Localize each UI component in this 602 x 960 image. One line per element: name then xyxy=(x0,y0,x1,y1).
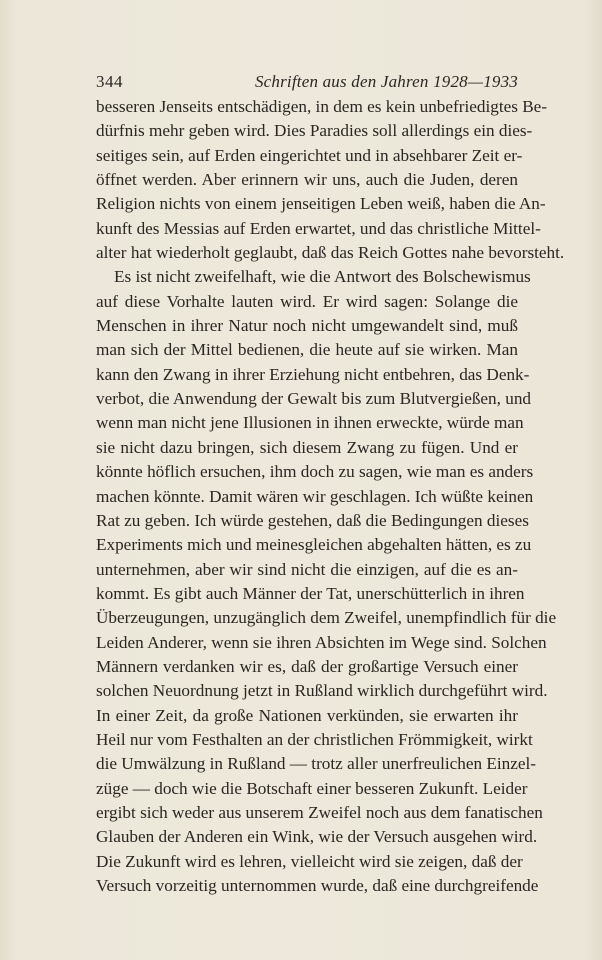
body-text xyxy=(96,95,565,898)
text-line: Die Zukunft wird es lehren, vielleicht wird sie zeigen, daß der xyxy=(96,851,523,871)
page-header xyxy=(96,72,518,94)
text-line: züge — doch wie die Botschaft einer besseren Zukunft. Leider xyxy=(96,778,528,798)
text-line: Rat zu geben. Ich würde gestehen, daß die Bedingungen dieses xyxy=(96,510,529,530)
text-line: verbot, die Anwendung der Gewalt bis zum Blutvergießen, und xyxy=(96,389,532,409)
text-line: wenn man nicht jene Illusionen in ihnen erweckte, würde man xyxy=(96,413,524,433)
text-line: Menschen in ihrer Natur noch nicht umgewandelt sind, muß xyxy=(96,316,518,336)
text-line: dürfnis mehr geben wird. Dies Paradies soll allerdings ein dies- xyxy=(96,121,533,141)
text-line: sie nicht dazu bringen, sich diesem Zwang zu fügen. Und er xyxy=(96,437,518,457)
text-line: Heil nur vom Festhalten an der christlichen Frömmigkeit, wirkt xyxy=(96,729,533,749)
text-line: Versuch vorzeitig unternommen wurde, daß eine durchgreifende xyxy=(96,876,539,895)
paragraph-end-line: alter hat wiederholt geglaubt, daß das Reich Gottes nahe bevorsteht. xyxy=(96,243,565,263)
text-line: In einer Zeit, da große Nationen verkünden, sie erwarten ihr xyxy=(96,705,518,725)
text-line: machen könnte. Damit wären wir geschlagen. Ich wüßte keinen xyxy=(96,486,534,506)
text-line: Männern verdanken wir es, daß der großartige Versuch einer xyxy=(96,656,518,676)
text-line: öffnet werden. Aber erinnern wir uns, auch die Juden, deren xyxy=(96,170,518,190)
text-line: Glauben der Anderen ein Wink, wie der Versuch ausgehen wird. xyxy=(96,827,538,847)
text-line: Religion nichts von einem jenseitigen Leben weiß, haben die An- xyxy=(96,194,546,214)
text-line: kann den Zwang in ihrer Erziehung nicht entbehren, das Denk- xyxy=(96,364,530,384)
text-line: Überzeugungen, unzugänglich dem Zweifel, unempfindlich für die xyxy=(96,608,557,628)
text-line: unternehmen, aber wir sind nicht die einzigen, auf die es an- xyxy=(96,559,518,579)
page-number: 344 xyxy=(96,72,123,91)
paragraph-first-line: Es ist nicht zweifelhaft, wie die Antwort des Bolschewismus xyxy=(114,267,531,287)
text-line: man sich der Mittel bedienen, die heute auf sie wirken. Man xyxy=(96,340,518,360)
text-line: könnte höflich ersuchen, ihm doch zu sagen, wie man es anders xyxy=(96,462,534,482)
running-title: Schriften aus den Jahren 1928—1933 xyxy=(254,72,518,91)
text-line: Leiden Anderer, wenn sie ihren Absichten im Wege sind. Solchen xyxy=(96,632,547,652)
text-line: Experiments mich und meinesgleichen abgehalten hätten, es zu xyxy=(96,535,532,555)
text-line: besseren Jenseits entschädigen, in dem es kein unbefriedigtes Be- xyxy=(96,97,548,116)
text-line: solchen Neuordnung jetzt in Rußland wirklich durchgeführt wird. xyxy=(96,681,548,701)
text-line: kunft des Messias auf Erden erwartet, und das christliche Mittel- xyxy=(96,218,541,238)
text-line: kommt. Es gibt auch Männer der Tat, unerschütterlich in ihren xyxy=(96,583,525,603)
text-line: auf diese Vorhalte lauten wird. Er wird sagen: Solange die xyxy=(96,291,518,311)
text-line: die Umwälzung in Rußland — trotz aller unerfreulichen Einzel- xyxy=(96,754,537,774)
text-line: ergibt sich weder aus unserem Zweifel noch aus dem fanatischen xyxy=(96,802,543,822)
text-line: seitiges sein, auf Erden eingerichtet und in absehbarer Zeit er- xyxy=(96,145,523,165)
